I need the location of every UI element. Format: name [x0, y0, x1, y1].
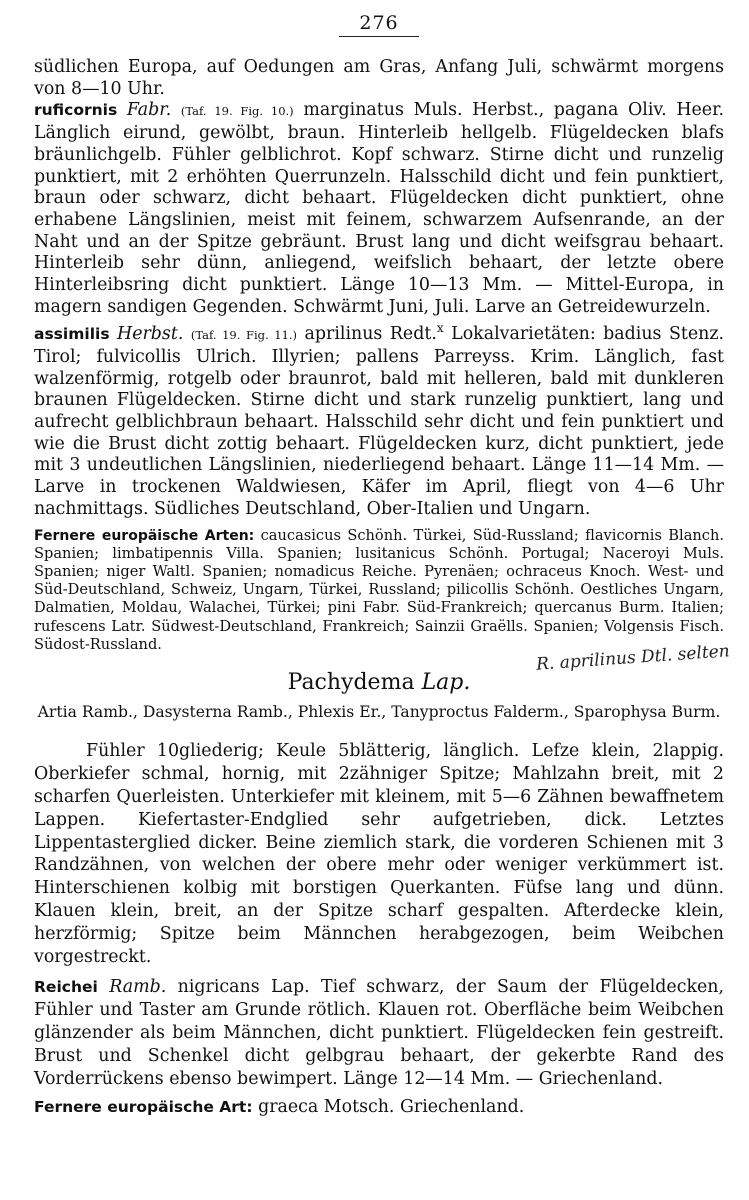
handwritten-annotation: R. aprilinus Dtl. selten [535, 641, 731, 675]
further-species-list [34, 527, 724, 654]
plate-reference: (Taf. 19. Fig. 10.) [180, 104, 294, 119]
book-page [34, 12, 731, 1119]
genus-heading [34, 641, 731, 695]
paragraph-continuation: südlichen Europa, auf Oedungen am Gras, Anfang Juli, schwärmt morgens von 8—10 Uhr. [34, 57, 724, 99]
section-label: Fernere europäische Arten: [34, 527, 255, 544]
further-species-text: caucasicus Schönh. Türkei, Süd-Russland; flavicornis Blanch. Spanien; limbatipennis Villa. Spanien; lusitanicus Schönh. Portugal; Naceroyi Muls. Spanien; niger Waltl. Spanien; nomadicus Reiche. Pyrenäen; ochraceus Knoch. West- und Süd-Deutschland, Schweiz, Ungarn, Türkei, Russland; pilicollis Schönh. Oestliches Ungarn, Dalmatien, Moldau, Walachei, Türkei; pini Fabr. Süd-Frankreich; quercanus Burm. Italien; rufescens Latr. Südwest-Deutschland, Frankreich; Sainzii Graëlls. Spanien; Volgensis Fisch. Südost-Russland. [34, 526, 725, 653]
section-label: Fernere europäische Art: [34, 1098, 253, 1117]
species-entry-ruficornis [34, 100, 724, 318]
species-description: Lokalvarietäten: badius Stenz. Tirol; fulvicollis Ulrich. Illyrien; pallens Parreyss. Krim. Länglich, fast walzenförmig, rotgelb oder braunrot, bald mit helleren, bald mit dunkleren braunen Flügeldecken. Stirne dicht und stark runzelig punktiert, lang und aufrecht gelblichbraun behaart. Halsschild sehr dicht und fein punktiert und wie die Brust dicht zottig behaart. Flügeldecken kurz, dicht punktiert, jede mit 3 undeutlichen Längslinien, niederliegend behaart. Länge 11—14 Mm. — Larve in trockenen Waldwiesen, Käfer im April, fliegt von 4—6 Uhr nachmittags. Südliches Deutschland, Ober-Italien und Ungarn. [34, 324, 725, 519]
genus-description: Fühler 10gliederig; Keule 5blätterig, länglich. Lefze klein, 2lappig. Oberkiefer schmal, hornig, mit 2zähniger Spitze; Mahlzahn breit, mit 2 scharfen Querleisten. Unterkiefer mit kleinem, mit 5—6 Zähnen bewaffnetem Lappen. Kiefertaster-Endglied sehr aufgetrieben, dick. Letztes Lippentasterglied dicker. Beine ziemlich stark, die vorderen Schienen mit 3 Randzähnen, von welchen der obere mehr oder weniger verkümmert ist. Hinterschienen kolbig mit borstigen Querkanten. Füfse lang und dünn. Klauen klein, breit, an der Spitze scharf gespalten. Afterdecke klein, herzförmig; Spitze beim Männchen herabgezogen, beim Weibchen vorgestreckt. [34, 741, 724, 967]
further-species-text: graeca Motsch. Griechenland. [258, 1097, 525, 1118]
handwritten-mark: x [436, 321, 444, 336]
species-name: ruficornis [34, 101, 118, 120]
genus-author: Lap. [421, 669, 471, 695]
species-entry-reichei [34, 976, 724, 1090]
species-author: Herbst. [117, 324, 184, 345]
page-number: 276 [339, 12, 419, 37]
species-synonym: aprilinus Redt. [304, 324, 437, 345]
species-description: nigricans Lap. Tief schwarz, der Saum der Flügeldecken, Fühler und Taster am Grunde rötlich. Klauen rot. Oberfläche beim Weibchen glänzender als beim Männchen, dicht punktiert. Flügeldecken fein gestreift. Brust und Schenkel dicht gelbgrau behaart, der gekerbte Rand des Vorderrückens ebenso bewimpert. Länge 12—14 Mm. — Griechenland. [34, 977, 725, 1089]
plate-reference: (Taf. 19. Fig. 11.) [190, 328, 298, 343]
species-description: marginatus Muls. Herbst., pagana Oliv. Heer. Länglich eirund, gewölbt, braun. Hinterleib hellgelb. Flügeldecken blafs bräunlichgelb. Fühler gelblichrot. Kopf schwarz. Stirne dicht und runzelig punktiert, mit 2 erhöhten Querrunzeln. Halsschild dicht und fein punktiert, braun oder schwarz, dicht behaart. Flügeldecken dicht punktiert, ohne erhabene Längslinien, meist mit feinem, schwarzem Aufsenrande, an der Naht und an der Spitze gebräunt. Brust lang und dicht weifsgrau behaart. Hinterleib sehr dünn, anliegend, weifslich behaart, der letzte obere Hinterleibsring dicht punktiert. Länge 10—13 Mm. — Mittel-Europa, in magern sandigen Gegenden. Schwärmt Juni, Juli. Larve an Getreidewurzeln. [34, 100, 725, 317]
further-species-list [34, 1096, 724, 1119]
genus-name: Pachydema [287, 669, 415, 695]
species-author: Ramb. [109, 977, 167, 998]
species-author: Fabr. [126, 100, 172, 121]
species-name: Reichei [34, 978, 98, 997]
species-name: assimilis [34, 325, 110, 344]
genus-synonyms: Artia Ramb., Dasysterna Ramb., Phlexis Er., Tanyproctus Falderm., Sparophysa Burm. [37, 702, 721, 721]
species-entry-assimilis [34, 318, 724, 520]
